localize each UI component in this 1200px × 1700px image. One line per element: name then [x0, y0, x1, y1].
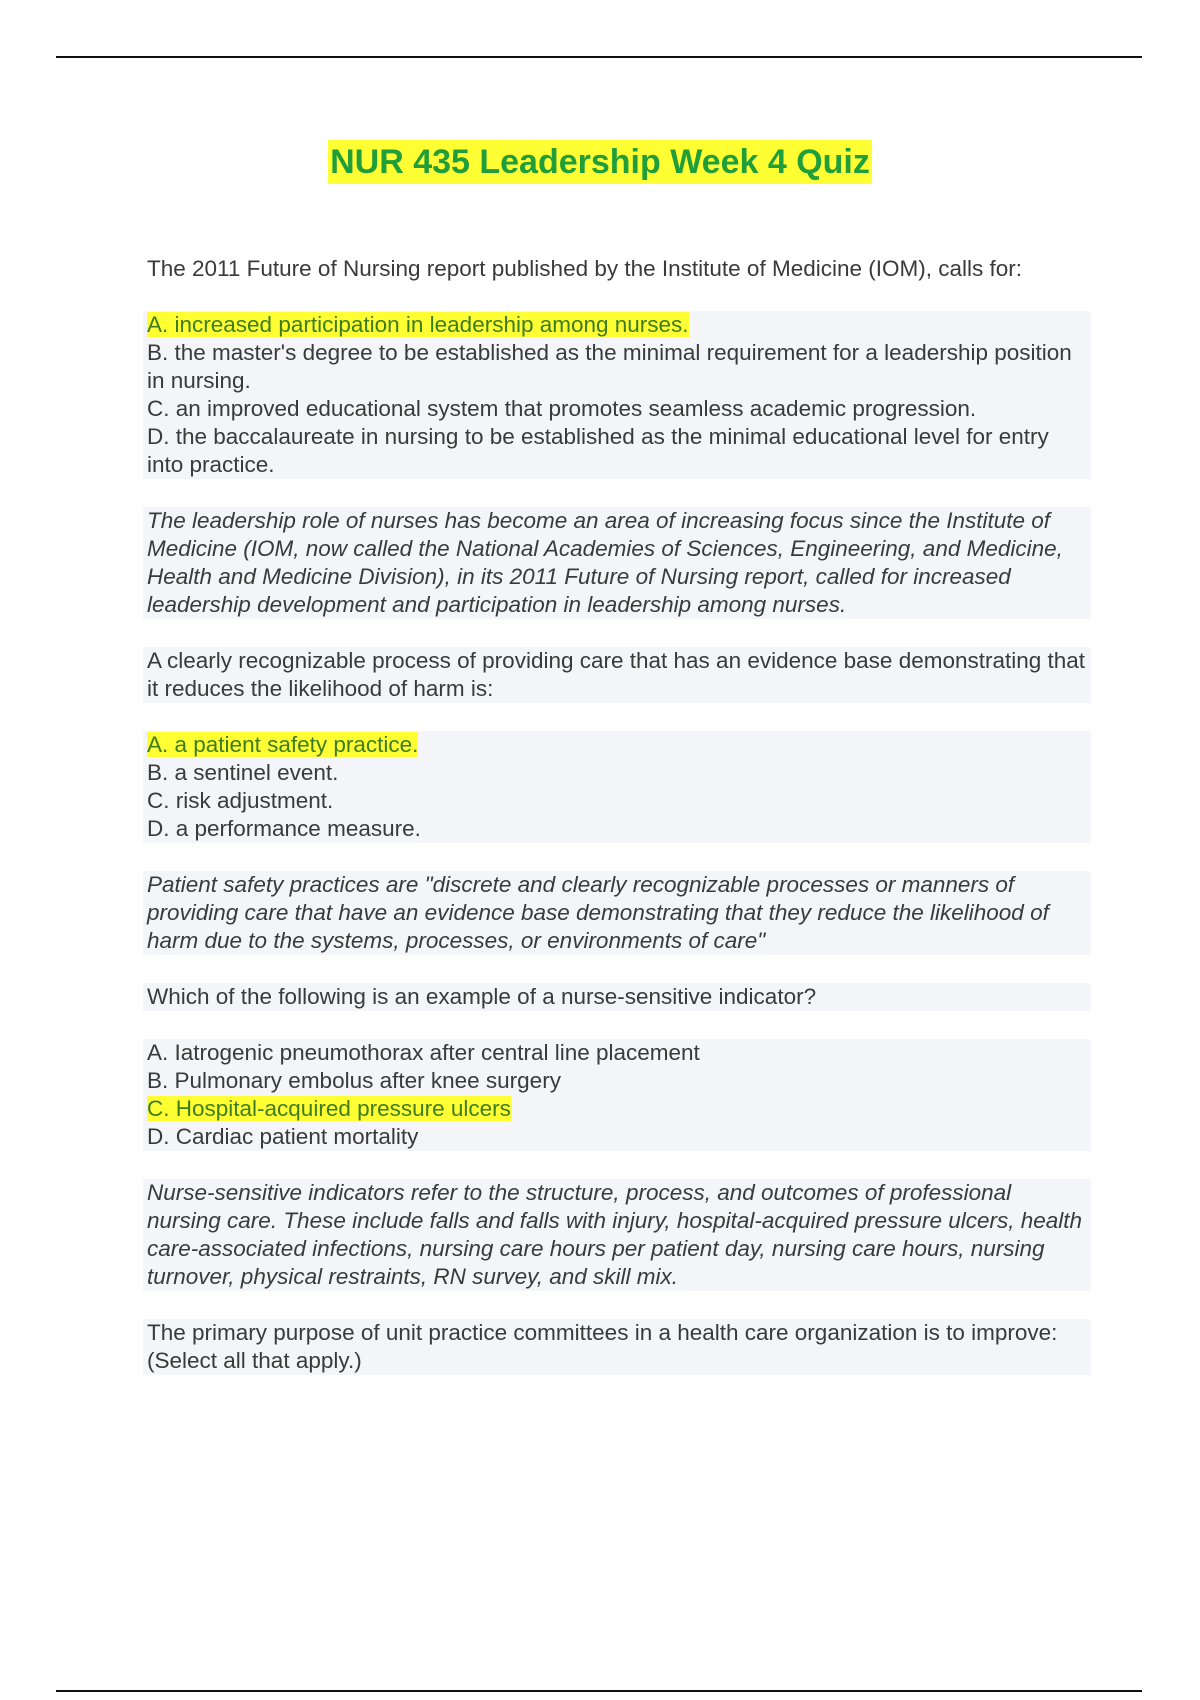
answer-options [143, 311, 1091, 479]
answer-rationale: The leadership role of nurses has become an area of increasing focus since the Institute of Medicine (IOM, now called the National Academies of Sciences, Engineering, and Medicine, Health and Medicine Division), in its 2011 Future of Nursing report, called for increased leadership development and participation in leadership among nurses. [143, 507, 1091, 619]
correct-answer-option [147, 731, 1087, 759]
answer-option [147, 815, 1087, 843]
answer-option [147, 1123, 1087, 1151]
question-text: Which of the following is an example of a nurse-sensitive indicator? [143, 983, 1091, 1011]
answer-option [147, 787, 1087, 815]
answer-options [143, 1039, 1091, 1151]
answer-option-text: C. an improved educational system that promotes seamless academic progression. [147, 396, 977, 421]
answer-option-text: A. Iatrogenic pneumothorax after central line placement [147, 1040, 700, 1065]
answer-option-text: B. the master's degree to be established as the minimal requirement for a leadership position in nursing. [147, 340, 1072, 393]
bottom-rule [56, 1690, 1142, 1692]
answer-options [143, 731, 1091, 843]
document-title: NUR 435 Leadership Week 4 Quiz [328, 140, 872, 184]
correct-answer-option [147, 311, 1087, 339]
answer-option [147, 423, 1087, 479]
answer-rationale: Nurse-sensitive indicators refer to the structure, process, and outcomes of professional nursing care. These include falls and falls with injury, hospital-acquired pressure ulcers, health care-associated infections, nursing care hours per patient day, nursing care hours, nursing turnover, physical restraints, RN survey, and skill mix. [143, 1179, 1091, 1291]
answer-option [147, 1039, 1087, 1067]
top-rule [56, 56, 1142, 58]
answer-option-text: C. Hospital-acquired pressure ulcers [147, 1096, 511, 1121]
answer-option-text: B. Pulmonary embolus after knee surgery [147, 1068, 561, 1093]
answer-option [147, 395, 1087, 423]
question-text: The primary purpose of unit practice committees in a health care organization is to improve: (Select all that apply.) [143, 1319, 1091, 1375]
title-block [0, 140, 1200, 184]
correct-answer-option [147, 1095, 1087, 1123]
answer-option [147, 339, 1087, 395]
answer-rationale: Patient safety practices are "discrete and clearly recognizable processes or manners of providing care that have an evidence base demonstrating that they reduce the likelihood of harm due to the systems, processes, or environments of care" [143, 871, 1091, 955]
question-text: A clearly recognizable process of providing care that has an evidence base demonstrating that it reduces the likelihood of harm is: [143, 647, 1091, 703]
answer-option-text: A. a patient safety practice. [147, 732, 419, 757]
answer-option [147, 759, 1087, 787]
answer-option-text: A. increased participation in leadership among nurses. [147, 312, 689, 337]
answer-option [147, 1067, 1087, 1095]
quiz-content [143, 255, 1091, 1375]
answer-option-text: D. a performance measure. [147, 816, 421, 841]
answer-option-text: C. risk adjustment. [147, 788, 334, 813]
question-text: The 2011 Future of Nursing report published by the Institute of Medicine (IOM), calls for: [147, 256, 1022, 281]
answer-option-text: D. Cardiac patient mortality [147, 1124, 419, 1149]
answer-option-text: D. the baccalaureate in nursing to be established as the minimal educational level for entry into practice. [147, 424, 1049, 477]
answer-option-text: B. a sentinel event. [147, 760, 339, 785]
